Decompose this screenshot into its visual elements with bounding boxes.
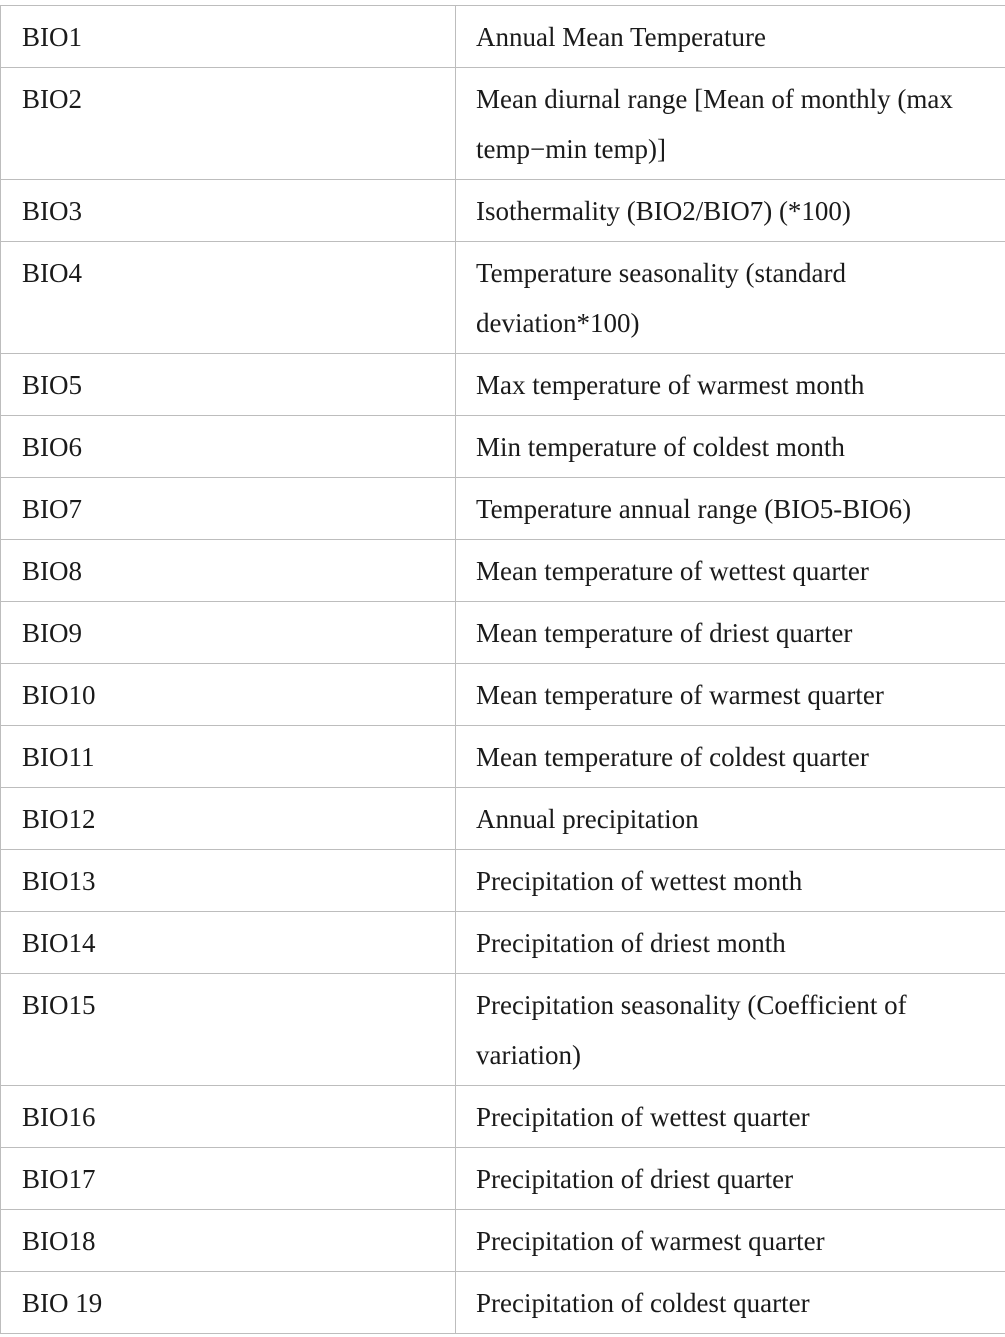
- variable-code-cell: BIO6: [1, 416, 456, 478]
- variable-code-cell: BIO 19: [1, 1272, 456, 1334]
- table-row: [1, 242, 1005, 354]
- variable-description-cell: Precipitation of coldest quarter: [456, 1272, 1005, 1334]
- table-body: [1, 6, 1005, 1334]
- variable-code-cell: BIO5: [1, 354, 456, 416]
- variable-code-cell: BIO1: [1, 6, 456, 68]
- table-row: [1, 6, 1005, 68]
- variable-code-cell: BIO3: [1, 180, 456, 242]
- variable-description-cell: Precipitation of driest quarter: [456, 1148, 1005, 1210]
- bioclimatic-variables-table: [0, 5, 1005, 1334]
- variable-description-cell: Mean temperature of driest quarter: [456, 602, 1005, 664]
- table-row: [1, 540, 1005, 602]
- variable-code-cell: BIO10: [1, 664, 456, 726]
- variable-code-cell: BIO13: [1, 850, 456, 912]
- variable-code-cell: BIO2: [1, 68, 456, 180]
- table-row: [1, 1086, 1005, 1148]
- variable-description-cell: Annual Mean Temperature: [456, 6, 1005, 68]
- table-row: [1, 912, 1005, 974]
- variable-code-cell: BIO12: [1, 788, 456, 850]
- table-row: [1, 354, 1005, 416]
- variable-description-cell: Temperature annual range (BIO5-BIO6): [456, 478, 1005, 540]
- variable-description-cell: Temperature seasonality (standard deviation*100): [456, 242, 1005, 354]
- variable-code-cell: BIO4: [1, 242, 456, 354]
- variable-code-cell: BIO7: [1, 478, 456, 540]
- variable-description-cell: Precipitation seasonality (Coefficient of variation): [456, 974, 1005, 1086]
- variable-description-cell: Annual precipitation: [456, 788, 1005, 850]
- variable-description-cell: Precipitation of wettest quarter: [456, 1086, 1005, 1148]
- variable-description-cell: Min temperature of coldest month: [456, 416, 1005, 478]
- variable-description-cell: Mean temperature of warmest quarter: [456, 664, 1005, 726]
- variable-description-cell: Mean temperature of coldest quarter: [456, 726, 1005, 788]
- table-row: [1, 602, 1005, 664]
- variable-description-cell: Mean temperature of wettest quarter: [456, 540, 1005, 602]
- variable-code-cell: BIO14: [1, 912, 456, 974]
- variable-description-cell: Precipitation of driest month: [456, 912, 1005, 974]
- table-row: [1, 478, 1005, 540]
- table-row: [1, 850, 1005, 912]
- variable-code-cell: BIO9: [1, 602, 456, 664]
- variable-description-cell: Precipitation of wettest month: [456, 850, 1005, 912]
- variable-description-cell: Max temperature of warmest month: [456, 354, 1005, 416]
- variable-code-cell: BIO8: [1, 540, 456, 602]
- table-row: [1, 68, 1005, 180]
- variable-code-cell: BIO11: [1, 726, 456, 788]
- table-row: [1, 974, 1005, 1086]
- variable-code-cell: BIO17: [1, 1148, 456, 1210]
- table-row: [1, 180, 1005, 242]
- table-row: [1, 1210, 1005, 1272]
- variable-description-cell: Isothermality (BIO2/BIO7) (*100): [456, 180, 1005, 242]
- variable-code-cell: BIO18: [1, 1210, 456, 1272]
- table-row: [1, 788, 1005, 850]
- table-row: [1, 726, 1005, 788]
- variable-description-cell: Mean diurnal range [Mean of monthly (max temp−min temp)]: [456, 68, 1005, 180]
- variable-code-cell: BIO16: [1, 1086, 456, 1148]
- variable-code-cell: BIO15: [1, 974, 456, 1086]
- table-row: [1, 1148, 1005, 1210]
- table-row: [1, 416, 1005, 478]
- variable-description-cell: Precipitation of warmest quarter: [456, 1210, 1005, 1272]
- table-row: [1, 664, 1005, 726]
- table-row: [1, 1272, 1005, 1334]
